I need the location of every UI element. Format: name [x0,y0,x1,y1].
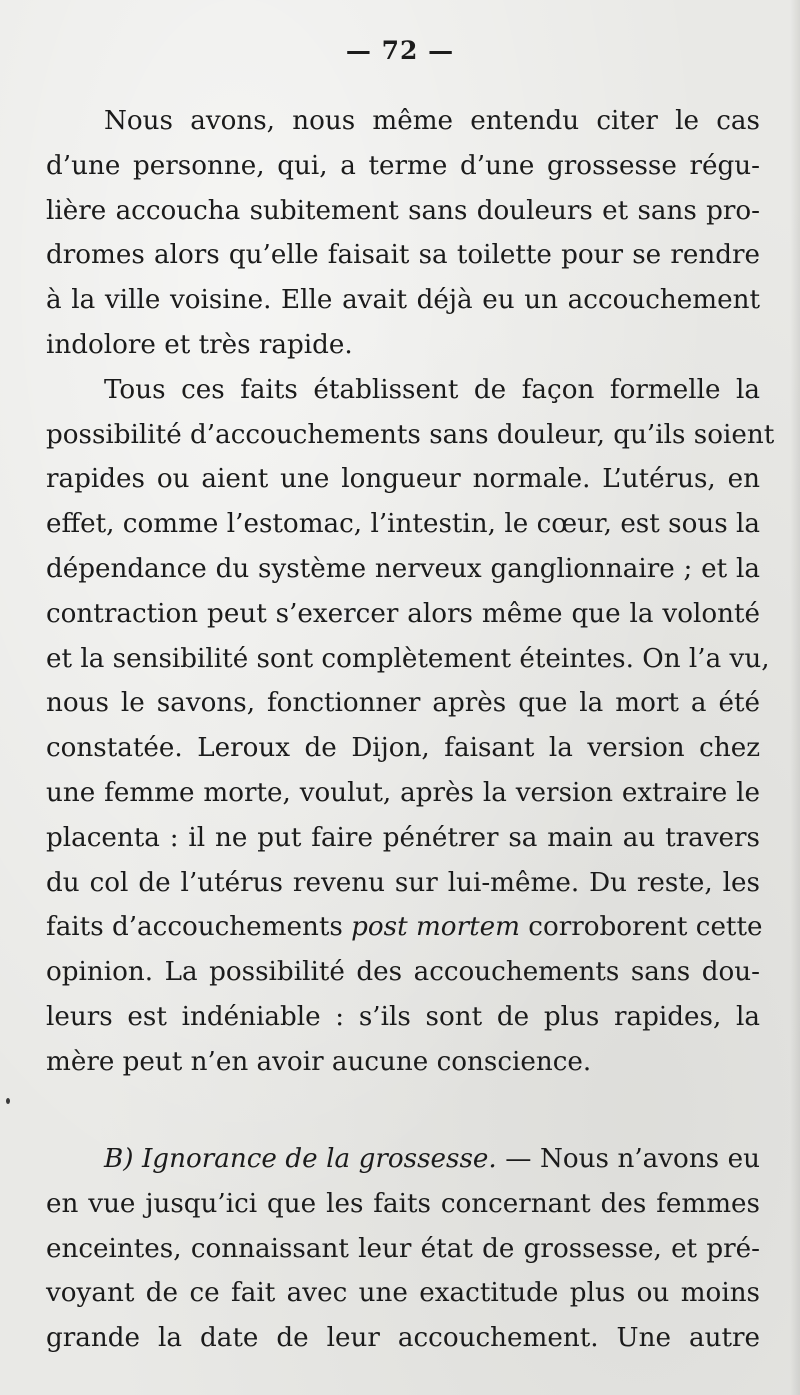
text-line: du col de l’utérus revenu sur lui-même. Du reste, les [46,867,760,898]
section-heading-line [46,1137,760,1182]
text-line: dépendance du système nerveux ganglionnaire ; et la [46,553,760,584]
text-line: leurs est indéniable : s’ils sont de plus rapides, la [46,1001,760,1032]
text-line [46,905,763,950]
text-line: enceintes, connaissant leur état de grossesse, et pré- [46,1233,760,1264]
text-segment: — Nous n’avons eu [496,1144,760,1174]
text-segment: faits d’accouchements [46,912,352,943]
text-line: opinion. La possibilité des accouchements sans dou- [46,957,760,988]
text-line: placenta : il ne put faire pénétrer sa main au travers [46,822,760,853]
text-line: Tous ces faits établissent de façon formelle la [104,374,760,405]
text-line: voyant de ce fait avec une exactitude plus ou moins [46,1278,760,1309]
italic-term: post mortem [351,912,520,943]
text-line: à la ville voisine. Elle avait déjà eu un accouchement [46,285,760,316]
text-body [46,99,775,1085]
section-heading: B) Ignorance de la grossesse. [104,1144,497,1174]
text-line: contraction peut s’exercer alors même que la volonté [46,598,760,629]
text-line: rapides ou aient une longueur normale. L’utérus, en [46,464,760,495]
ink-speck [6,1098,10,1104]
text-line: constatée. Leroux de Dijon, faisant la version chez [46,733,760,764]
text-line: mère peut n’en avoir aucune conscience. [46,1046,592,1077]
text-line: Nous avons, nous même entendu citer le cas [104,106,760,136]
text-line: lière accoucha subitement sans douleurs et sans pro- [46,195,760,226]
text-line: d’une personne, qui, a terme d’une grossesse régu- [46,150,760,181]
text-segment: corroborent cette [519,912,763,943]
text-line: indolore et très rapide. [46,329,353,360]
text-line: en vue jusqu’ici que les faits concernant des femmes [46,1188,760,1219]
text-line: dromes alors qu’elle faisait sa toilette pour se rendre [46,240,760,271]
section-b [46,1137,760,1361]
text-line: grande la date de leur accouchement. Une autre [46,1323,760,1354]
text-line: effet, comme l’estomac, l’intestin, le cœur, est sous la [46,509,760,540]
text-line: nous le savons, fonctionner après que la mort a été [46,688,760,719]
text-line: et la sensibilité sont complètement éteintes. On l’a vu, [46,643,770,674]
text-line: possibilité d’accouchements sans douleur, qu’ils soient [46,419,775,450]
page-number: — 72 — [345,36,455,65]
text-line: une femme morte, voulut, après la version extraire le [46,777,760,808]
